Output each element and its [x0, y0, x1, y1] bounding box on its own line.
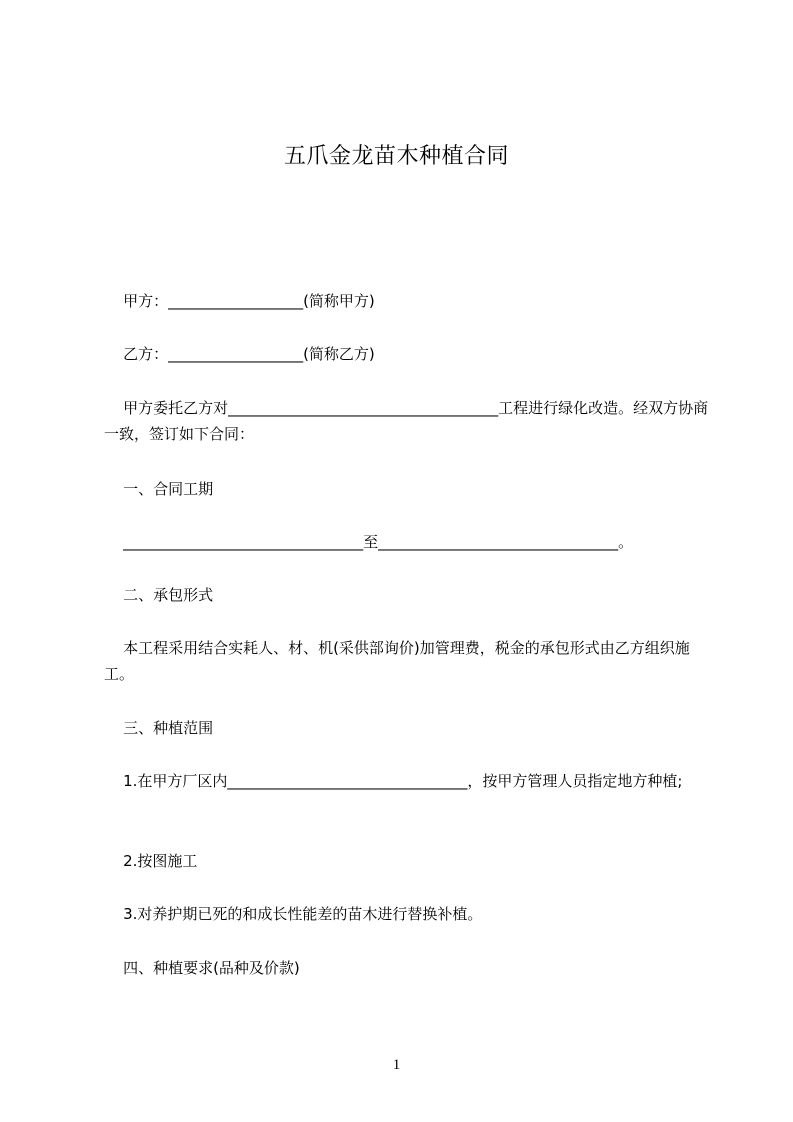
document-title: 五爪金龙苗木种植合同 [283, 144, 509, 169]
section-3-item-1: 1.在甲方厂区内________________________________，按甲方管理人员指定地方种植; [104, 772, 683, 790]
page-number: 1 [392, 1057, 401, 1073]
section-3-item-3: 3.对养护期已死的和成长性能差的苗木进行替换补植。 [104, 905, 483, 923]
section-1-heading: 一、合同工期 [104, 480, 214, 498]
contract-period-line: ________________________________至________________________________。 [104, 533, 634, 551]
party-a-line: 甲方：__________________(简称甲方) [104, 292, 375, 310]
section-3-heading: 三、种植范围 [104, 719, 214, 737]
section-4-heading: 四、种植要求(品种及价款) [104, 959, 300, 977]
section-2-body: 本工程采用结合实耗人、材、机(采供部询价)加管理费，税金的承包形式由乙方组织施工。 [104, 639, 690, 683]
section-3-item-2: 2.按图施工 [104, 852, 198, 870]
party-b-line: 乙方：__________________(简称乙方) [104, 345, 375, 363]
intro-paragraph: 甲方委托乙方对____________________________________工程进行绿化改造。经双方协商一致，签订如下合同： [104, 399, 709, 443]
section-2-heading: 二、承包形式 [104, 586, 214, 604]
